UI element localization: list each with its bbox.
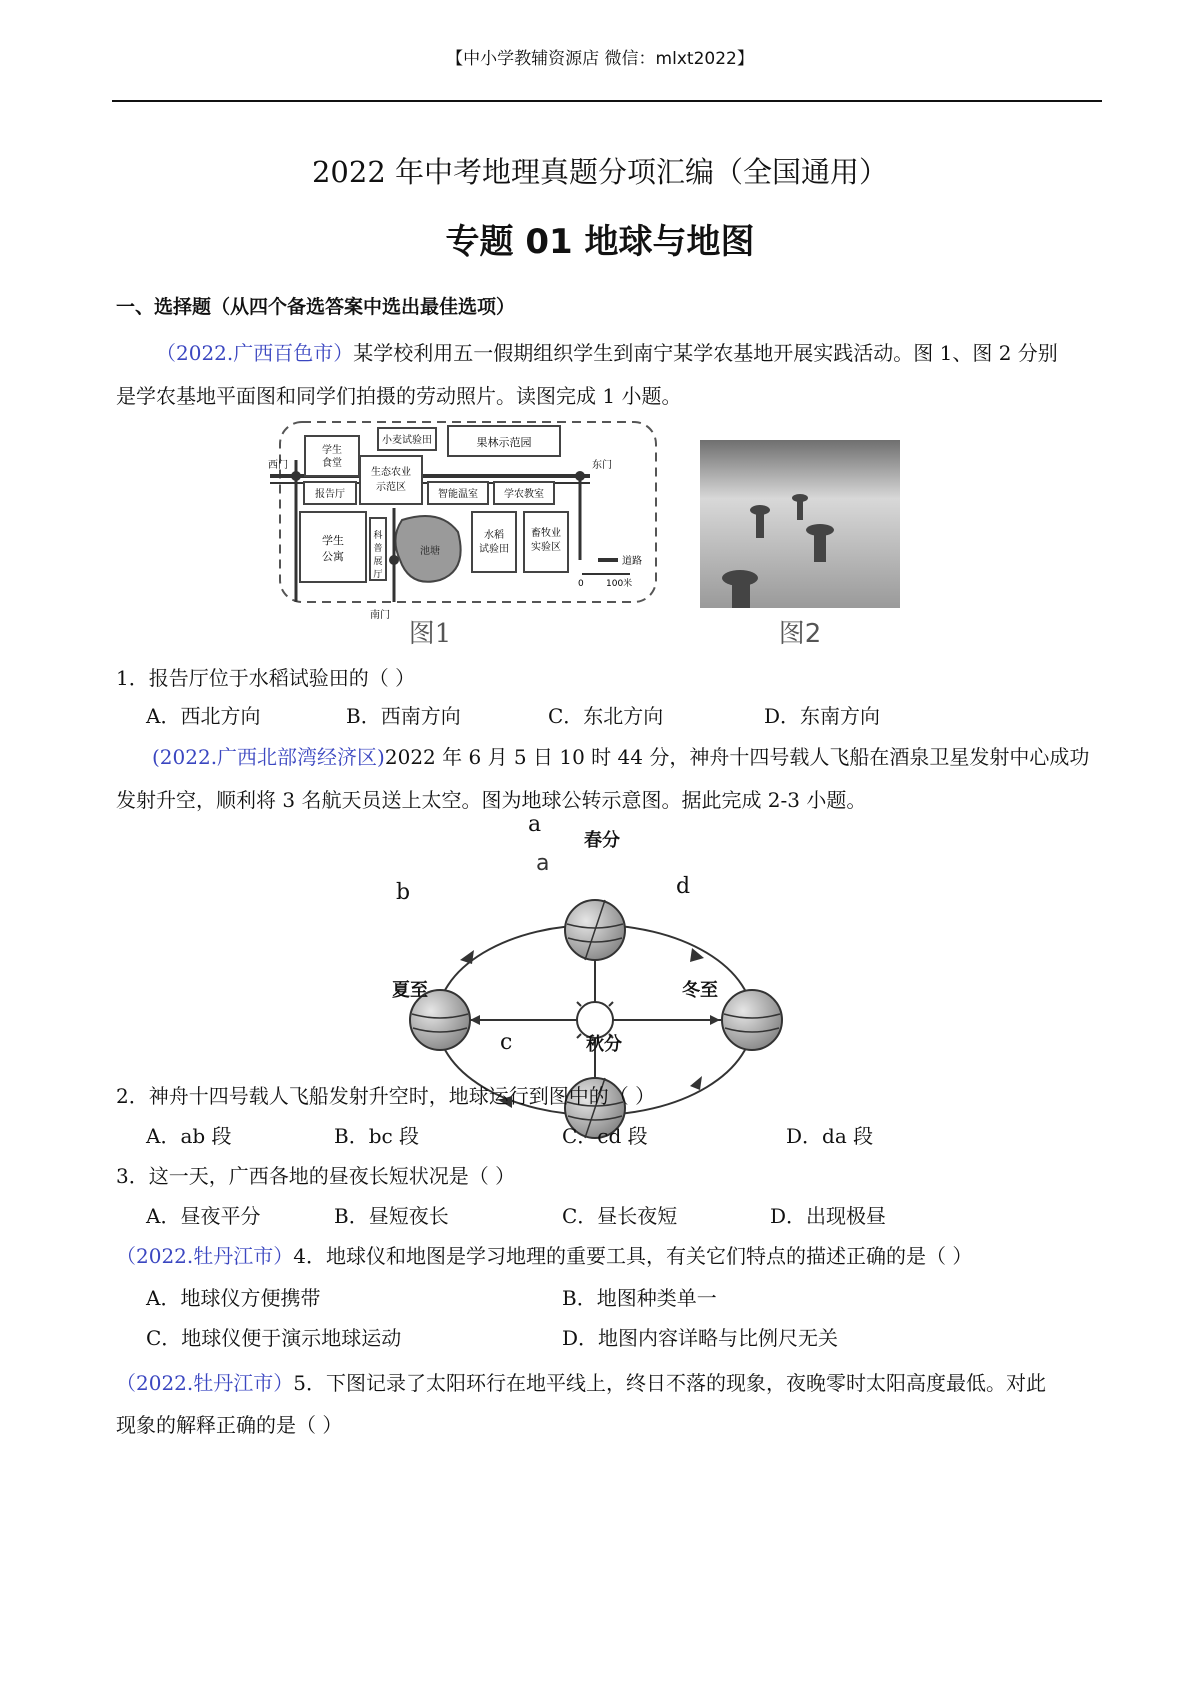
svg-text:0: 0 (578, 579, 584, 589)
svg-text:实验区: 实验区 (531, 542, 561, 553)
document-subtitle: 专题 01 地球与地图 (445, 222, 755, 262)
figure-2-caption: 图2 (778, 619, 822, 649)
label-summer: 夏至 (392, 980, 428, 1001)
label-smart: 智能温室 (438, 489, 478, 500)
label-pond: 池塘 (420, 546, 440, 557)
page-header: 【中小学教辅资源店 微信：mlxt2022】 (446, 49, 754, 69)
svg-text:展: 展 (373, 557, 383, 567)
label-c: c (500, 1030, 513, 1055)
svg-text:普: 普 (373, 544, 383, 554)
svg-text:学生: 学生 (322, 534, 344, 547)
q3-option-b[interactable]: B．昼短夜长 (334, 1204, 449, 1228)
section-heading: 一、选择题（从四个备选答案中选出最佳选项） (116, 296, 516, 318)
q1-option-c[interactable]: C．东北方向 (548, 704, 664, 728)
q4-option-c[interactable]: C．地球仪便于演示地球运动 (146, 1326, 402, 1350)
svg-text:畜牧业: 畜牧业 (531, 528, 561, 539)
svg-text:食堂: 食堂 (322, 458, 342, 469)
q4-option-a[interactable]: A．地球仪方便携带 (146, 1286, 321, 1310)
question-2-stem: 2．神舟十四号载人飞船发射升空时，地球运行到图中的（ ） (116, 1084, 656, 1108)
earth-a (565, 900, 625, 960)
passage-1-line2: 是学农基地平面图和同学们拍摄的劳动照片。读图完成 1 小题。 (116, 384, 682, 408)
label-east-gate: 东门 (592, 460, 612, 471)
earth-d (722, 990, 782, 1050)
label-report: 报告厅 (315, 489, 345, 500)
label-a: a (528, 812, 542, 837)
passage-1-source: （2022.广西百色市） (156, 341, 354, 365)
passage-2 (116, 736, 1106, 822)
passage-2-source: (2022.广西北部湾经济区) (152, 745, 385, 769)
svg-text:100米: 100米 (606, 579, 633, 589)
q2-option-d[interactable]: D．da 段 (786, 1124, 874, 1148)
label-south-gate: 南门 (370, 610, 390, 621)
q4-option-b[interactable]: B．地图种类单一 (562, 1286, 717, 1310)
q3-option-a[interactable]: A．昼夜平分 (146, 1204, 261, 1228)
svg-text:生态农业: 生态农业 (371, 467, 411, 478)
label-a: a (536, 851, 550, 876)
figure-1-caption: 图1 (408, 619, 452, 649)
svg-text:厅: 厅 (373, 570, 383, 580)
q1-option-b[interactable]: B．西南方向 (346, 704, 461, 728)
q3-option-c[interactable]: C．昼长夜短 (562, 1204, 678, 1228)
question-5 (116, 1362, 1106, 1446)
passage-1 (116, 332, 1106, 418)
svg-text:科: 科 (373, 531, 383, 541)
figure-1-map (270, 420, 670, 648)
q1-option-d[interactable]: D．东南方向 (764, 704, 881, 728)
q2-option-c[interactable]: C．cd 段 (562, 1124, 648, 1148)
document-title: 2022 年中考地理真题分项汇编（全国通用） (311, 155, 889, 189)
label-b: b (396, 880, 411, 905)
q3-option-d[interactable]: D．出现极昼 (770, 1204, 887, 1228)
svg-text:水稻: 水稻 (484, 530, 504, 541)
label-winter: 冬至 (682, 980, 718, 1001)
question-3-stem: 3．这一天，广西各地的昼夜长短状况是（ ） (116, 1164, 516, 1188)
label-wheat: 小麦试验田 (382, 435, 432, 446)
passage-2-line2: 发射升空，顺利将 3 名航天员送上太空。图为地球公转示意图。据此完成 2-3 小题。 (116, 788, 867, 812)
question-1-stem: 1．报告厅位于水稻试验田的（ ） (116, 666, 416, 690)
passage-1-line1: 某学校利用五一假期组织学生到南宁某学农基地开展实践活动。图 1、图 2 分别 (353, 341, 1058, 365)
q2-option-a[interactable]: A．ab 段 (146, 1124, 232, 1148)
label-orchard: 果林示范园 (476, 436, 532, 449)
label-classroom: 学农教室 (504, 489, 544, 500)
label-canteen: 学生 (322, 445, 342, 456)
svg-text:示范区: 示范区 (376, 482, 406, 493)
label-road-legend: 道路 (622, 556, 642, 567)
label-west-gate: 西门 (268, 460, 288, 471)
figure-2-photo (700, 440, 900, 650)
header-divider (112, 100, 1102, 102)
label-d: d (676, 874, 691, 899)
q4-option-d[interactable]: D．地图内容详略与比例尺无关 (562, 1326, 839, 1350)
q2-option-b[interactable]: B．bc 段 (334, 1124, 420, 1148)
question-4-stem: 4．地球仪和地图是学习地理的重要工具，有关它们特点的描述正确的是（ ） (293, 1244, 973, 1268)
question-5-stem-line1: 5．下图记录了太阳环行在地平线上，终日不落的现象，夜晚零时太阳高度最低。对此 (293, 1371, 1046, 1395)
question-4-source: （2022.牡丹江市） (116, 1244, 294, 1268)
question-5-stem-line2: 现象的解释正确的是（ ） (116, 1413, 343, 1437)
label-spring: 春分 (584, 830, 620, 851)
svg-text:公寓: 公寓 (322, 550, 344, 563)
question-5-source: （2022.牡丹江市） (116, 1371, 294, 1395)
question-4 (116, 1240, 972, 1269)
label-autumn: 秋分 (586, 1034, 622, 1055)
q1-option-a[interactable]: A．西北方向 (146, 704, 261, 728)
passage-2-line1: 2022 年 6 月 5 日 10 时 44 分，神舟十四号载人飞船在酒泉卫星发射中心成功 (384, 745, 1090, 769)
svg-text:试验田: 试验田 (479, 544, 509, 555)
